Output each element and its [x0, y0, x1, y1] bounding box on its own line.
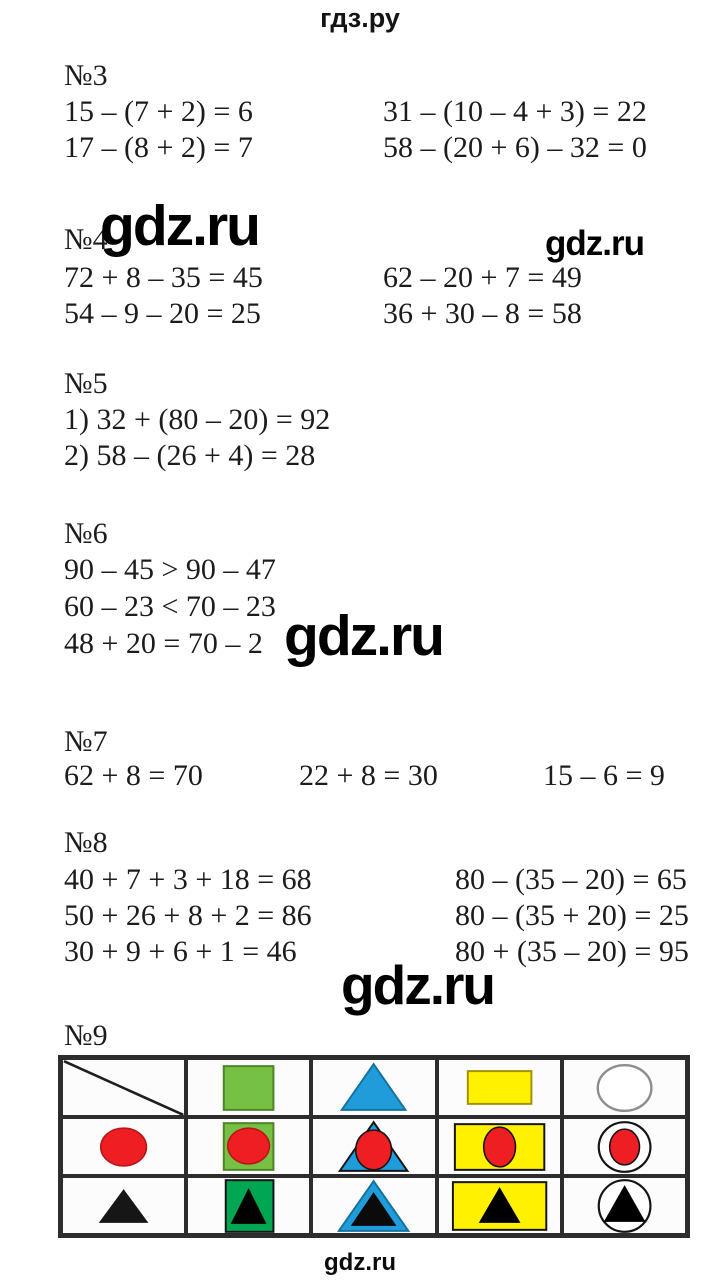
site-header-title: гдз.ру [320, 3, 400, 33]
equation: 80 – (35 – 20) = 65 [455, 863, 687, 896]
gdz-watermark-large: gdz.ru [284, 604, 443, 668]
white-circle-icon [564, 1060, 685, 1116]
red-circle-icon [63, 1119, 184, 1175]
equation: 22 + 8 = 30 [299, 759, 438, 792]
equation: 54 – 9 – 20 = 25 [64, 297, 261, 330]
black-triangle-in-blue-triangle-icon [313, 1178, 434, 1234]
red-circle-in-yellow-rectangle-icon [439, 1119, 560, 1175]
shape-cell-black-triangle-in-blue-triangle [311, 1176, 436, 1235]
task-4-label: №4 [64, 223, 108, 256]
shape-cell-black-triangle-in-yellow-rectangle [437, 1176, 562, 1235]
shape-cell-black-triangle [61, 1176, 186, 1235]
equation: 2) 58 – (26 + 4) = 28 [64, 439, 316, 472]
equation: 62 + 8 = 70 [64, 759, 203, 792]
task-6-label: №6 [64, 517, 108, 550]
black-triangle-icon [63, 1178, 184, 1234]
equation: 80 + (35 – 20) = 95 [455, 935, 689, 968]
equation: 50 + 26 + 8 + 2 = 86 [64, 899, 312, 932]
task-5-label: №5 [64, 367, 108, 400]
equation: 62 – 20 + 7 = 49 [383, 261, 582, 294]
red-circle-in-white-circle-icon [564, 1119, 685, 1175]
task-9-label: №9 [64, 1019, 108, 1052]
equation: 90 – 45 > 90 – 47 [64, 553, 276, 586]
equation: 1) 32 + (80 – 20) = 92 [64, 403, 331, 436]
equation: 72 + 8 – 35 = 45 [64, 261, 263, 294]
green-square-icon [188, 1060, 309, 1116]
shape-cell-black-triangle-in-green-square [186, 1176, 311, 1235]
equation: 36 + 30 – 8 = 58 [383, 297, 582, 330]
gdz-watermark-small: gdz.ru [545, 224, 644, 263]
shape-cell-black-triangle-in-white-circle [562, 1176, 687, 1235]
black-triangle-in-yellow-rectangle-icon [439, 1178, 560, 1234]
equation: 60 – 23 < 70 – 23 [64, 590, 276, 623]
black-triangle-in-white-circle-icon [564, 1178, 685, 1234]
task-3-label: №3 [64, 59, 108, 92]
red-circle-in-blue-triangle-icon [313, 1119, 434, 1175]
yellow-rectangle-icon [439, 1060, 560, 1116]
shape-cell-red-circle-in-blue-triangle [311, 1117, 436, 1176]
shape-cell-red-circle-in-yellow-rectangle [437, 1117, 562, 1176]
blue-triangle-icon [313, 1060, 434, 1116]
task-7-label: №7 [64, 725, 108, 758]
equation: 80 – (35 + 20) = 25 [455, 899, 689, 932]
equation: 15 – (7 + 2) = 6 [64, 95, 253, 128]
shape-cell-green-square [186, 1058, 311, 1117]
equation: 58 – (20 + 6) – 32 = 0 [383, 131, 647, 164]
shape-cell-empty-diagonal [61, 1058, 186, 1117]
task-8-label: №8 [64, 826, 108, 859]
shape-cell-red-circle-in-green-square [186, 1117, 311, 1176]
shape-cell-white-circle [562, 1058, 687, 1117]
equation: 15 – 6 = 9 [543, 759, 665, 792]
shape-cell-yellow-rectangle [437, 1058, 562, 1117]
shape-cell-blue-triangle [311, 1058, 436, 1117]
equation: 17 – (8 + 2) = 7 [64, 131, 253, 164]
gdz-watermark-large: gdz.ru [100, 194, 259, 258]
diagonal-line-icon [63, 1060, 184, 1116]
black-triangle-in-green-square-icon [188, 1178, 309, 1234]
gdz-watermark-large: gdz.ru [341, 954, 494, 1016]
red-circle-in-green-square-icon [188, 1119, 309, 1175]
shape-cell-red-circle [61, 1117, 186, 1176]
equation: 30 + 9 + 6 + 1 = 46 [64, 935, 297, 968]
footer-site-label: gdz.ru [324, 1249, 396, 1276]
shape-table [58, 1055, 690, 1238]
equation: 48 + 20 = 70 – 2 [64, 627, 263, 660]
shape-cell-red-circle-in-white-circle [562, 1117, 687, 1176]
equation: 31 – (10 – 4 + 3) = 22 [383, 95, 647, 128]
equation: 40 + 7 + 3 + 18 = 68 [64, 863, 312, 896]
